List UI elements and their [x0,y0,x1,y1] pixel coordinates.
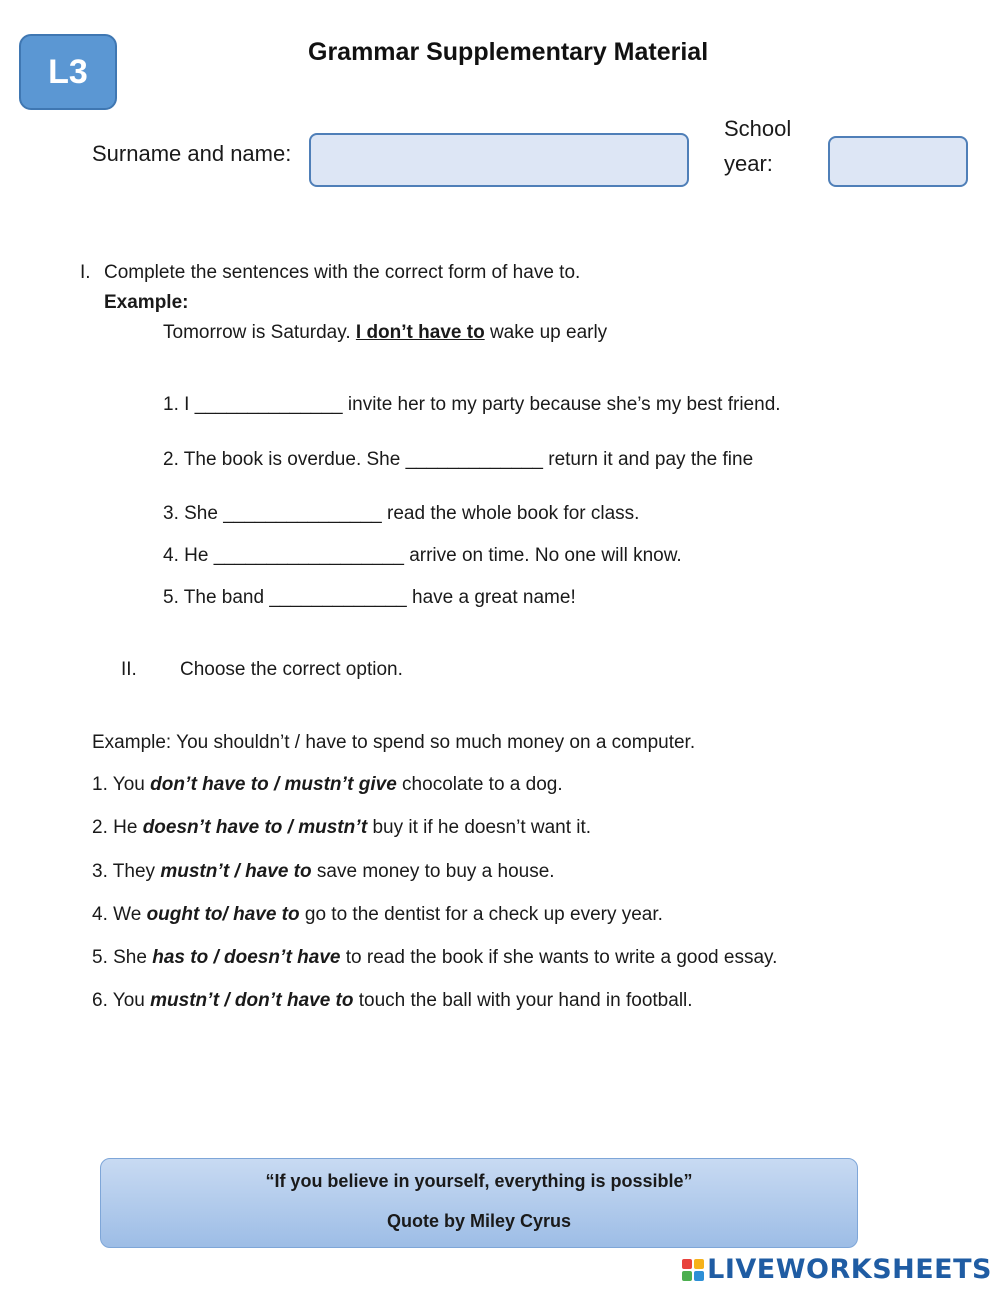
answer-options[interactable]: ought to/ have to [146,904,300,925]
section1-item-1 [163,394,781,416]
example-before: Tomorrow is Saturday. [163,322,356,343]
section2-numeral: II. [121,659,137,680]
section1-item-3 [163,503,639,525]
answer-blank[interactable]: __________________ [213,545,404,566]
section2-item-4 [92,904,663,926]
quote-text: “If you believe in yourself, everything is possible” [265,1171,693,1191]
section2-item-2 [92,817,591,839]
item-text-after: buy it if he doesn’t want it. [367,817,592,838]
item-text-before: 6. You [92,990,151,1011]
item-text-before: 5. The band [163,587,270,608]
school-year-label-line2: year: [724,151,773,176]
item-text-before: 4. We [92,904,147,925]
item-text-before: 4. He [163,545,214,566]
section2-item-3 [92,861,555,883]
answer-options[interactable]: has to / doesn’t have [152,947,341,968]
logo-square-icon [682,1271,692,1281]
quote-author: Quote by Miley Cyrus [386,1211,572,1231]
answer-options[interactable]: doesn’t have to / mustn’t [142,817,368,838]
logo-square-icon [694,1271,704,1281]
section2-item-6 [92,990,693,1012]
item-text-after: invite her to my party because she’s my best friend. [342,394,781,415]
answer-blank[interactable]: _____________ [269,587,407,608]
name-label: Surname and name: [92,141,292,166]
section2-item-1 [92,774,563,796]
answer-blank[interactable]: _____________ [405,449,543,470]
item-text-after: arrive on time. No one will know. [403,545,682,566]
logo-square-icon [694,1259,704,1269]
example-label: Example: [104,292,189,313]
item-text-before: 2. He [92,817,143,838]
item-text-before: 1. I [163,394,195,415]
item-text-before: 2. The book is overdue. She [163,449,406,470]
answer-blank[interactable]: _______________ [223,503,382,524]
section1-item-2 [163,449,753,471]
answer-options[interactable]: mustn’t / don’t have to [150,990,354,1011]
example-answer: I don’t have to [355,322,485,343]
item-text-before: 5. She [92,947,153,968]
section2-item-5 [92,947,777,969]
answer-blank[interactable]: ______________ [194,394,343,415]
example-after: wake up early [484,322,608,343]
item-text-after: touch the ball with your hand in football. [353,990,693,1011]
item-text-before: 3. They [92,861,161,882]
section1-numeral: I. [80,262,91,283]
item-text-after: have a great name! [406,587,576,608]
section1-example [163,322,607,344]
logo-square-icon [682,1259,692,1269]
item-text-after: go to the dentist for a check up every year. [299,904,663,925]
section1-item-4 [163,545,682,567]
answer-options[interactable]: mustn’t / have to [160,861,312,882]
level-badge: L3 [19,34,117,110]
item-text-before: 1. You [92,774,151,795]
section1-instruction: Complete the sentences with the correct form of have to. [104,262,581,283]
item-text-after: return it and pay the fine [542,449,754,470]
section1-item-5 [163,587,576,609]
section2-instruction: Choose the correct option. [180,659,403,680]
section2-example: Example: You shouldn’t / have to spend so much money on a computer. [92,732,696,753]
answer-options[interactable]: don’t have to / mustn’t give [150,774,397,795]
liveworksheets-logo[interactable] [682,1254,992,1285]
item-text-before: 3. She [163,503,224,524]
liveworksheets-mark-icon [682,1259,704,1281]
page-title: Grammar Supplementary Material [308,38,709,66]
item-text-after: read the whole book for class. [381,503,640,524]
item-text-after: save money to buy a house. [311,861,555,882]
item-text-after: chocolate to a dog. [396,774,563,795]
name-input[interactable] [309,133,689,187]
school-year-label-line1: School [724,116,792,141]
brand-name: LIVEWORKSHEETS [707,1254,992,1285]
school-year-input[interactable] [828,136,968,187]
item-text-after: to read the book if she wants to write a good essay. [340,947,778,968]
